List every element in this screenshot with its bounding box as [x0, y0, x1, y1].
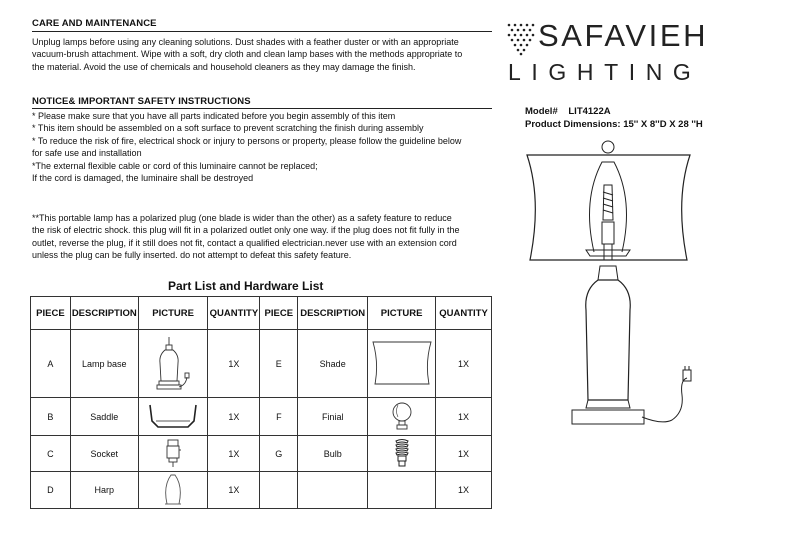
brand-logo	[506, 18, 716, 88]
description-cell: Finial	[298, 398, 368, 436]
lamp-base-icon	[153, 335, 193, 391]
quantity-cell: 1X	[436, 436, 492, 472]
column-header: QUANTITY	[436, 297, 492, 330]
saddle-icon	[148, 401, 198, 431]
table-row	[31, 330, 492, 398]
dimensions-value: 15'' X 8''D X 28 ''H	[623, 119, 703, 130]
plug-paragraph	[32, 212, 502, 262]
description-cell: Shade	[298, 330, 368, 398]
column-header: DESCRIPTION	[70, 297, 138, 330]
picture-cell	[138, 472, 208, 509]
dimensions-label: Product Dimensions:	[525, 119, 621, 130]
model-number: LIT4122A	[568, 106, 611, 117]
column-header: QUANTITY	[208, 297, 260, 330]
finial-icon	[391, 401, 413, 431]
picture-cell	[138, 436, 208, 472]
picture-cell	[368, 330, 436, 398]
piece-cell	[260, 472, 298, 509]
quantity-cell: 1X	[208, 398, 260, 436]
table-row	[31, 398, 492, 436]
product-info	[525, 105, 703, 131]
harp-icon	[163, 472, 183, 506]
description-cell	[298, 472, 368, 509]
safety-line: * Please make sure that you have all parts indicated before you begin assembly of this item	[32, 111, 396, 121]
quantity-cell: 1X	[436, 472, 492, 509]
piece-cell: F	[260, 398, 298, 436]
quantity-cell: 1X	[436, 398, 492, 436]
socket-drawing	[602, 222, 614, 244]
safety-title: NOTICE& IMPORTANT SAFETY INSTRUCTIONS	[32, 96, 251, 107]
plug-line: unless the plug can be fully inserted. do not attempt to defeat this safety feature.	[32, 250, 352, 261]
care-line: vacuum-brush attachment. Wipe with a soft, dry cloth and clean lamp bases with the methods appropriate to	[32, 49, 463, 60]
picture-cell	[138, 330, 208, 398]
table-row	[31, 472, 492, 509]
quantity-cell: 1X	[208, 472, 260, 509]
care-line: Unplug lamps before using any cleaning solutions. Dust shades with a feather duster or with an appropriate	[32, 37, 459, 47]
table-header-row	[31, 297, 492, 330]
model-label: Model#	[525, 106, 558, 117]
picture-cell	[138, 398, 208, 436]
dimensions-line	[525, 118, 703, 131]
safety-line: * To reduce the risk of fire, electrical shock or injury to persons or property, please follow the guideline below	[32, 135, 462, 146]
piece-cell: G	[260, 436, 298, 472]
description-cell: Socket	[70, 436, 138, 472]
piece-cell: C	[31, 436, 71, 472]
column-header: PICTURE	[368, 297, 436, 330]
column-header: DESCRIPTION	[298, 297, 368, 330]
brand-sub: LIGHTING	[508, 59, 702, 85]
plug-line: the risk of electric shock. this plug will fit in a polarized outlet only one way. if the plug does not fit fully in the	[32, 225, 460, 236]
picture-cell	[368, 436, 436, 472]
finial-drawing	[602, 141, 614, 153]
harp-drawing	[590, 162, 627, 252]
parts-table	[30, 296, 492, 509]
bulb-drawing	[603, 185, 613, 220]
care-title: CARE AND MAINTENANCE	[32, 18, 157, 29]
piece-cell: E	[260, 330, 298, 398]
picture-cell	[368, 472, 436, 509]
care-paragraph	[32, 36, 502, 73]
plug-line: outlet, reverse the plug, if it still does not fit, contact a qualified electrician.never use with an extension cord	[32, 237, 457, 248]
description-cell: Saddle	[70, 398, 138, 436]
quantity-cell: 1X	[208, 330, 260, 398]
description-cell: Lamp base	[70, 330, 138, 398]
quantity-cell: 1X	[436, 330, 492, 398]
picture-cell	[368, 398, 436, 436]
safety-line: * This item should be assembled on a soft surface to prevent scratching the finish during assembly	[32, 123, 424, 134]
piece-cell: D	[31, 472, 71, 509]
lamp-assembly-drawing	[522, 140, 702, 440]
care-divider	[32, 31, 492, 32]
plug-line: **This portable lamp has a polarized plug (one blade is wider than the other) as a safety feature to reduce	[32, 213, 452, 223]
bulb-icon	[393, 438, 411, 468]
column-header: PICTURE	[138, 297, 208, 330]
table-row	[31, 436, 492, 472]
column-header: PIECE	[260, 297, 298, 330]
description-cell: Bulb	[298, 436, 368, 472]
description-cell: Harp	[70, 472, 138, 509]
safety-line: If the cord is damaged, the luminaire shall be destroyed	[32, 173, 254, 184]
safety-divider	[32, 108, 492, 109]
piece-cell: B	[31, 398, 71, 436]
model-line	[525, 105, 703, 118]
safety-paragraph	[32, 110, 502, 184]
socket-icon	[165, 438, 181, 468]
safety-line: for safe use and installation	[32, 148, 142, 159]
safety-line: *The external flexible cable or cord of this luminaire cannot be replaced;	[32, 160, 318, 171]
column-header: PIECE	[31, 297, 71, 330]
parts-table-title: Part List and Hardware List	[168, 279, 324, 293]
care-line: the material. Avoid the use of chemicals and household cleaners as they may damage the finish.	[32, 61, 416, 72]
quantity-cell: 1X	[208, 436, 260, 472]
piece-cell: A	[31, 330, 71, 398]
chandelier-logo-icon	[506, 22, 536, 56]
brand-name: SAFAVIEH	[538, 18, 709, 53]
lamp-base-drawing	[572, 266, 691, 424]
shade-icon	[371, 338, 433, 388]
